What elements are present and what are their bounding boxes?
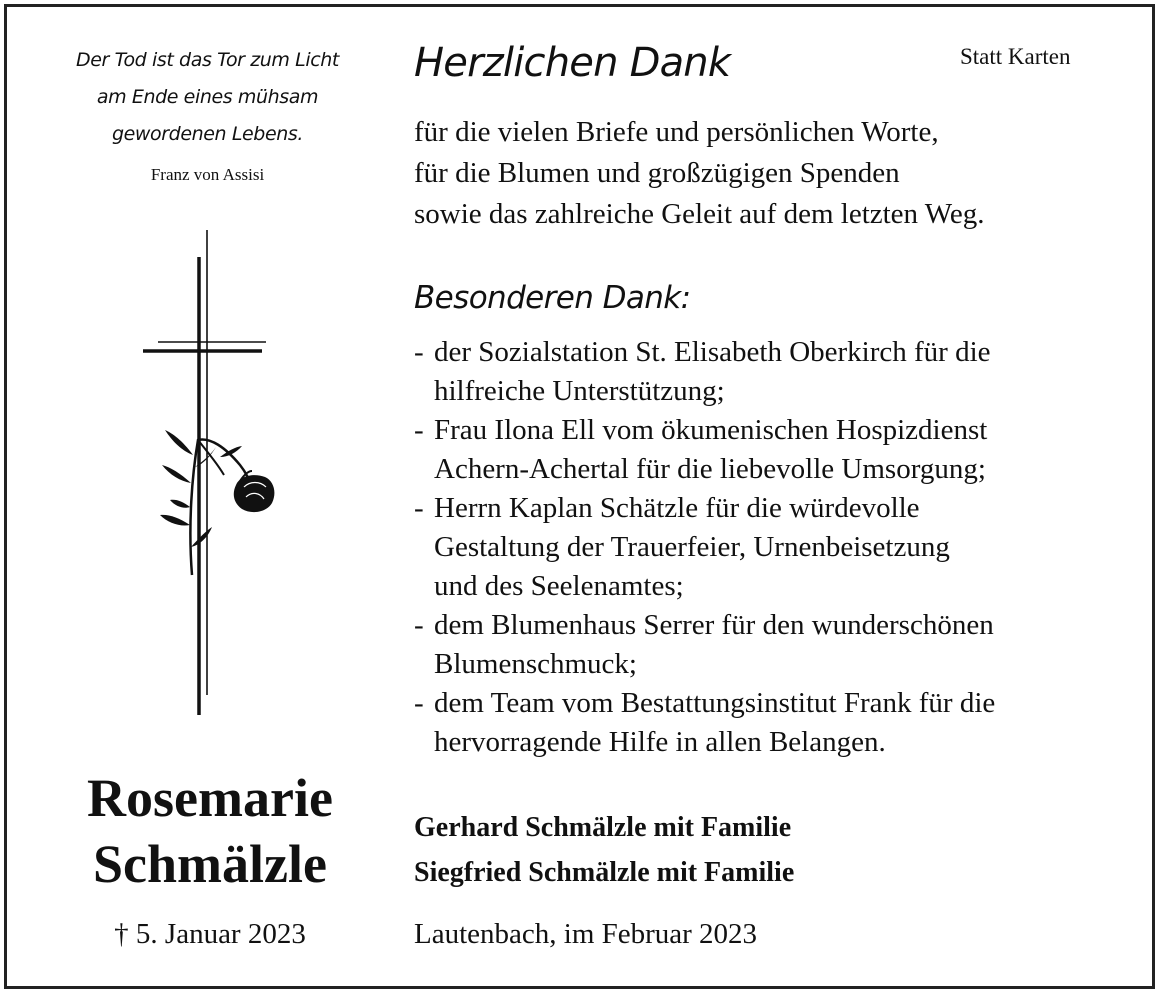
thanks-line: sowie das zahlreiche Geleit auf dem letzten Weg. — [414, 198, 985, 230]
place-date: Lautenbach, im Februar 2023 — [414, 918, 758, 950]
deceased-last-name: Schmälzle — [93, 834, 327, 894]
list-item-line: Blumenschmuck; — [434, 648, 637, 680]
list-item-text — [434, 489, 950, 606]
list-item — [414, 606, 1134, 684]
quote-line: am Ende eines mühsam — [96, 86, 319, 108]
list-item-line: Herrn Kaplan Schätzle für die würdevolle — [434, 492, 920, 524]
signers — [414, 805, 794, 895]
list-dash: - — [414, 414, 424, 446]
signer: Gerhard Schmälzle mit Familie — [414, 812, 792, 843]
thanks-line: für die Blumen und großzügigen Spenden — [414, 157, 900, 189]
quote — [40, 42, 375, 153]
list-item-text — [434, 333, 991, 411]
list-item — [414, 411, 1134, 489]
list-dash: - — [414, 336, 424, 368]
page-title: Herzlichen Dank — [414, 40, 731, 86]
list-item — [414, 333, 1134, 411]
list-item — [414, 684, 1134, 762]
death-date: † 5. Januar 2023 — [114, 918, 306, 950]
list-dash: - — [414, 687, 424, 719]
statt-karten-label: Statt Karten — [960, 44, 1071, 69]
list-item-text — [434, 684, 995, 762]
list-item — [414, 489, 1134, 606]
list-item-text — [434, 411, 987, 489]
list-item-line: dem Blumenhaus Serrer für den wunderschönen — [434, 609, 994, 641]
list-item-line: Gestaltung der Trauerfeier, Urnenbeisetzung — [434, 531, 950, 563]
special-thanks-list — [414, 333, 1134, 762]
signer: Siegfried Schmälzle mit Familie — [414, 857, 795, 888]
list-item-line: hilfreiche Unterstützung; — [434, 375, 725, 407]
deceased-name — [30, 765, 390, 897]
list-item-text — [434, 606, 994, 684]
list-item-line: der Sozialstation St. Elisabeth Oberkirch für die — [434, 336, 991, 368]
list-item-line: und des Seelenamtes; — [434, 570, 684, 602]
thanks-line: für die vielen Briefe und persönlichen Worte, — [414, 116, 939, 148]
quote-line: gewordenen Lebens. — [111, 123, 304, 145]
quote-line: Der Tod ist das Tor zum Licht — [76, 49, 339, 71]
deceased-first-name: Rosemarie — [87, 768, 333, 828]
cross-with-rose-icon — [140, 225, 290, 725]
list-dash: - — [414, 492, 424, 524]
thanks-paragraph — [414, 112, 1134, 235]
list-item-line: Achern-Achertal für die liebevolle Umsorgung; — [434, 453, 986, 485]
list-item-line: dem Team vom Bestattungsinstitut Frank für die — [434, 687, 996, 719]
list-item-line: hervorragende Hilfe in allen Belangen. — [434, 726, 886, 758]
list-dash: - — [414, 609, 424, 641]
quote-author: Franz von Assisi — [150, 165, 265, 184]
list-item-line: Frau Ilona Ell vom ökumenischen Hospizdienst — [434, 414, 988, 446]
special-thanks-title: Besonderen Dank: — [414, 280, 691, 316]
